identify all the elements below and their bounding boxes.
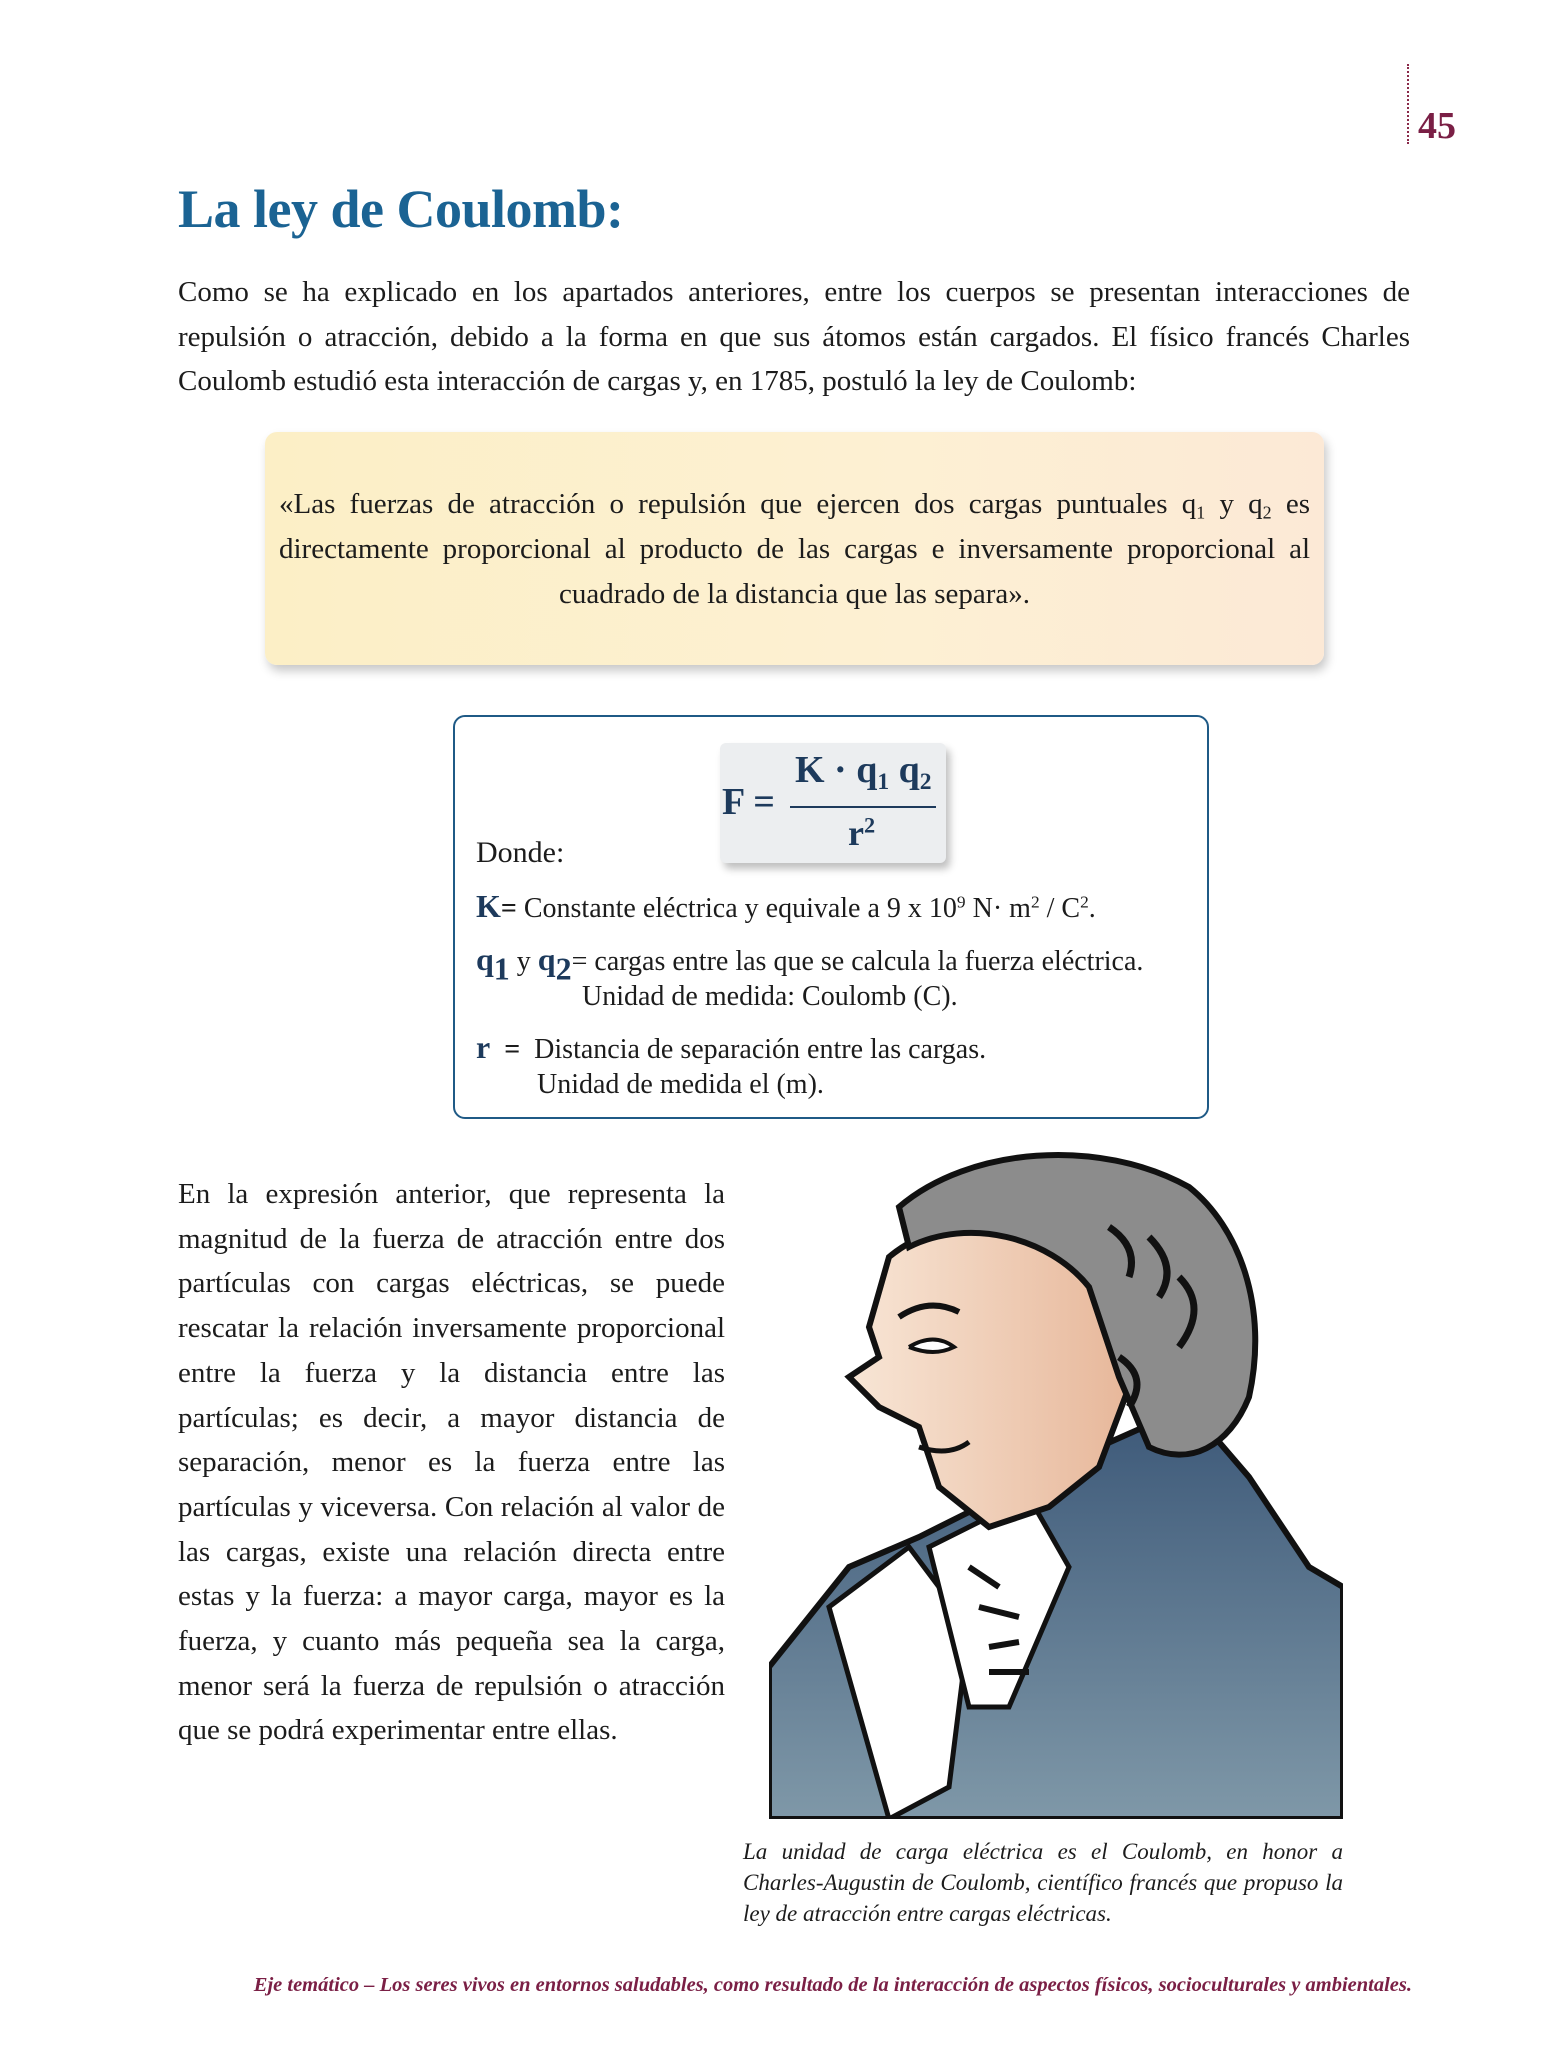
- formula-numerator: $K \cdot q_1$ $q_2$: [795, 749, 932, 796]
- law-quote: «Las fuerzas de atracción o repulsión que ejercen dos cargas puntuales $q_1$ y $q_2$ es directamente proporcional al producto de las cargas e inversamente proporcional al cuadrado de la distancia que las separa».: [279, 488, 1310, 610]
- page-title: La ley de Coulomb:: [178, 179, 624, 239]
- definition-r: r = Distancia de separación entre las cargas.: [476, 1029, 987, 1065]
- definition-q-unit: Unidad de medida: Coulomb (C).: [582, 981, 958, 1012]
- donde-label: Donde:: [476, 836, 565, 869]
- fraction-bar: [790, 806, 936, 808]
- definition-q: $q_1$ y $q_2=$ cargas entre las que se calcula la fuerza eléctrica.: [476, 941, 1144, 987]
- definition-r-unit: Unidad de medida el (m).: [537, 1069, 824, 1100]
- formula-lhs: F =: [722, 781, 775, 823]
- explanation-paragraph: En la expresión anterior, que representa la magnitud de la fuerza de atracción entre dos partículas con cargas eléctricas, se puede rescatar la relación inversamente proporcional entre la fuerza y la distancia entre las partículas; es decir, a mayor distancia de separación, menor es la fuerza entre las partículas y viceversa. Con relación al valor de las cargas, existe una relación directa entre estas y la fuerza: a mayor carga, mayor es la fuerza, y cuanto más pequeña sea la carga, menor será la fuerza de repulsión o atracción que se podrá experimentar entre ellas.: [178, 1178, 725, 1747]
- page-number: 45: [1418, 105, 1456, 147]
- law-quote-box: [265, 432, 1324, 665]
- definition-k: K= Constante eléctrica y equivale a 9 x $10^9$ $N\cdot m^2 / C^2$.: [476, 888, 1096, 924]
- coulomb-portrait: [769, 1147, 1343, 1819]
- footer-theme: Eje temático – Los seres vivos en entornos saludables, como resultado de la interacción de aspectos físicos, socioculturales y ambientales.: [253, 1974, 1412, 1996]
- page-number-divider: [1407, 64, 1409, 144]
- portrait-caption: La unidad de carga eléctrica es el Coulomb, en honor a Charles-Augustin de Coulomb, científico francés que propuso la ley de atracción entre cargas eléctricas.: [743, 1839, 1343, 1926]
- intro-paragraph: Como se ha explicado en los apartados anteriores, entre los cuerpos se presentan interacciones de repulsión o atracción, debido a la forma en que sus átomos están cargados. El físico francés Charles Coulomb estudió esta interacción de cargas y, en 1785, postuló la ley de Coulomb:: [178, 276, 1410, 397]
- formula-denominator: $r^2$: [848, 812, 876, 853]
- eye: [909, 1340, 954, 1353]
